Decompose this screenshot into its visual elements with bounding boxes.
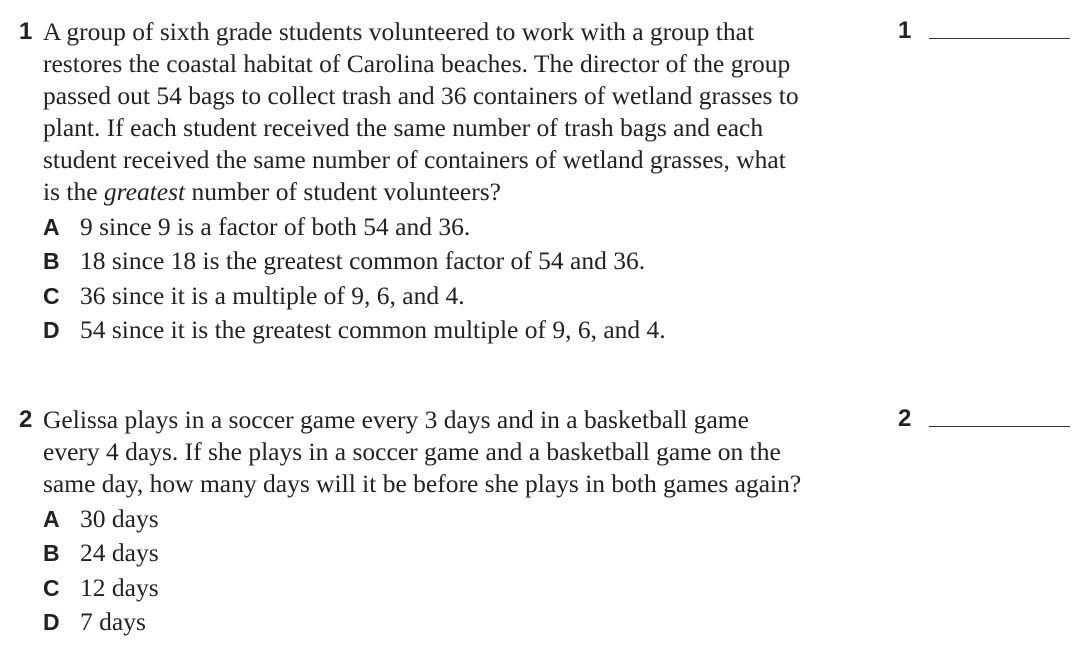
answer-blank[interactable]	[929, 38, 1070, 39]
choice-a[interactable]	[43, 212, 863, 246]
choice-c[interactable]	[43, 573, 863, 607]
answer-area	[898, 16, 1073, 52]
stem-line: restores the coastal habitat of Carolina beaches. The director of the group	[43, 49, 791, 78]
stem-line: passed out 54 bags to collect trash and 36 containers of wetland grasses to	[43, 81, 799, 110]
choice-c[interactable]	[43, 281, 863, 315]
choice-d[interactable]	[43, 607, 863, 641]
choice-letter: B	[43, 540, 60, 567]
choice-text: 36 since it is a multiple of 9, 6, and 4.	[80, 280, 465, 310]
choice-text: 9 since 9 is a factor of both 54 and 36.	[80, 212, 471, 241]
question-stem	[43, 404, 873, 500]
stem-line: Gelissa plays in a soccer game every 3 days and in a basketball game	[43, 405, 749, 434]
stem-line	[43, 176, 873, 208]
choice-text: 54 since it is the greatest common multiple of 9, 6, and 4.	[80, 314, 666, 344]
answer-number: 2	[898, 405, 912, 432]
choice-letter: D	[43, 316, 60, 343]
question-stem	[43, 16, 873, 208]
stem-line: student received the same number of containers of wetland grasses, what	[43, 145, 786, 174]
answer-choices	[43, 212, 863, 349]
choice-text: 24 days	[80, 538, 159, 568]
stem-text: number of student volunteers?	[185, 177, 501, 206]
choice-letter: B	[43, 248, 60, 275]
question-number: 2	[19, 406, 33, 433]
question-number: 1	[19, 18, 33, 45]
choice-b[interactable]	[43, 538, 863, 572]
stem-line: every 4 days. If she plays in a soccer game and a basketball game on the	[43, 437, 781, 466]
answer-area	[898, 404, 1073, 440]
stem-line: plant. If each student received the same number of trash bags and each	[43, 113, 764, 142]
choice-text: 7 days	[80, 606, 146, 636]
stem-emphasis: greatest	[103, 177, 186, 206]
choice-letter: A	[43, 214, 60, 240]
choice-letter: D	[43, 608, 60, 635]
answer-blank[interactable]	[929, 426, 1070, 427]
choice-text: 18 since 18 is the greatest common factor of 54 and 36.	[80, 246, 646, 276]
choice-letter: C	[43, 574, 60, 601]
choice-d[interactable]	[43, 315, 863, 349]
choice-text: 30 days	[80, 504, 159, 533]
choice-letter: C	[43, 282, 60, 309]
answer-choices	[43, 504, 863, 641]
stem-text: is the	[43, 177, 104, 206]
choice-b[interactable]	[43, 246, 863, 280]
answer-number: 1	[898, 17, 912, 44]
choice-text: 12 days	[80, 572, 159, 602]
stem-line: same day, how many days will it be before she plays in both games again?	[43, 469, 802, 498]
stem-line: A group of sixth grade students volunteered to work with a group that	[43, 17, 755, 46]
choice-a[interactable]	[43, 504, 863, 538]
choice-letter: A	[43, 506, 60, 532]
